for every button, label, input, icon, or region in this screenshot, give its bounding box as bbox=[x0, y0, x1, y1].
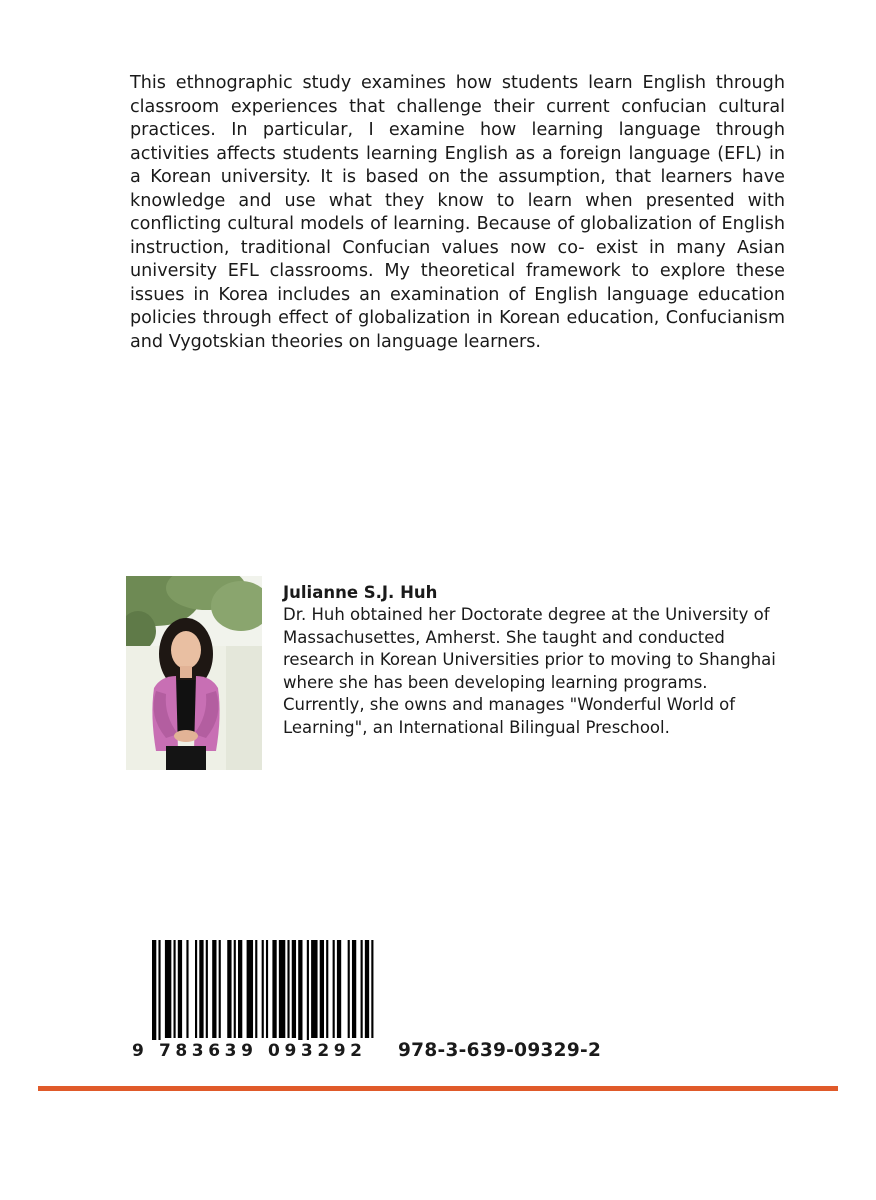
barcode-bar bbox=[279, 940, 285, 1038]
barcode-bar bbox=[195, 940, 197, 1038]
barcode-bar bbox=[206, 940, 208, 1038]
barcode-bar bbox=[307, 940, 309, 1045]
barcode-bar bbox=[255, 940, 257, 1038]
barcode-bar bbox=[272, 940, 276, 1038]
barcode-bar bbox=[234, 940, 236, 1038]
isbn-number: 978-3-639-09329-2 bbox=[398, 1040, 602, 1061]
barcode-bar bbox=[178, 940, 182, 1038]
barcode-bar bbox=[238, 940, 242, 1038]
barcode-bar bbox=[174, 940, 176, 1038]
barcode-bar bbox=[262, 940, 264, 1038]
barcode-bar bbox=[199, 940, 203, 1038]
barcode-bar bbox=[333, 940, 335, 1038]
barcode-bar bbox=[287, 940, 289, 1038]
barcode-bar bbox=[212, 940, 216, 1038]
barcode-bar bbox=[292, 940, 296, 1038]
barcode-bar bbox=[186, 940, 188, 1038]
barcode-bar bbox=[326, 940, 328, 1038]
barcode-bar bbox=[348, 940, 350, 1038]
barcode-bar bbox=[337, 940, 341, 1038]
barcode-bar bbox=[320, 940, 324, 1038]
author-photo bbox=[126, 576, 262, 770]
barcode-bar bbox=[365, 940, 369, 1038]
barcode-bar bbox=[152, 940, 156, 1045]
barcode-bar bbox=[352, 940, 356, 1038]
barcode-bar bbox=[227, 940, 231, 1038]
barcode-bar bbox=[298, 940, 302, 1045]
barcode-bar bbox=[361, 940, 363, 1038]
author-bio: Dr. Huh obtained her Doctorate degree at the University of Massachusettes, Amherst. She taught and conducted research in Korean Universities prior to moving to Shanghai where she has been developing learning programs. Currently, she owns and manages "Wonderful World of Learning", an International Bilingual Preschool. bbox=[283, 605, 776, 737]
barcode-bar bbox=[165, 940, 171, 1038]
back-cover-blurb: This ethnographic study examines how students learn English through classroom experiences that challenge their current confucian cultural practices. In particular, I examine how learning language through activities affects students learning English as a foreign language (EFL) in a Korean university. It is based on the assumption, that learners have knowledge and use what they know to learn when presented with conflicting cultural models of learning. Because of globalization of English instruction, traditional Confucian values now co- exist in many Asian university EFL classrooms. My theoretical framework to explore these issues in Korea includes an examination of English language education policies through effect of globalization in Korean education, Confucianism and Vygotskian theories on language learners. bbox=[130, 73, 785, 352]
barcode-bar bbox=[311, 940, 317, 1038]
barcode-bar bbox=[247, 940, 253, 1038]
barcode-bar bbox=[371, 940, 373, 1038]
barcode-bar bbox=[219, 940, 221, 1038]
author-name: Julianne S.J. Huh bbox=[283, 583, 438, 602]
barcode-bar bbox=[266, 940, 268, 1038]
bottom-accent-rule bbox=[38, 1086, 838, 1091]
barcode-bar bbox=[158, 940, 160, 1045]
barcode-digits: 9 783639 093292 bbox=[130, 1040, 372, 1062]
